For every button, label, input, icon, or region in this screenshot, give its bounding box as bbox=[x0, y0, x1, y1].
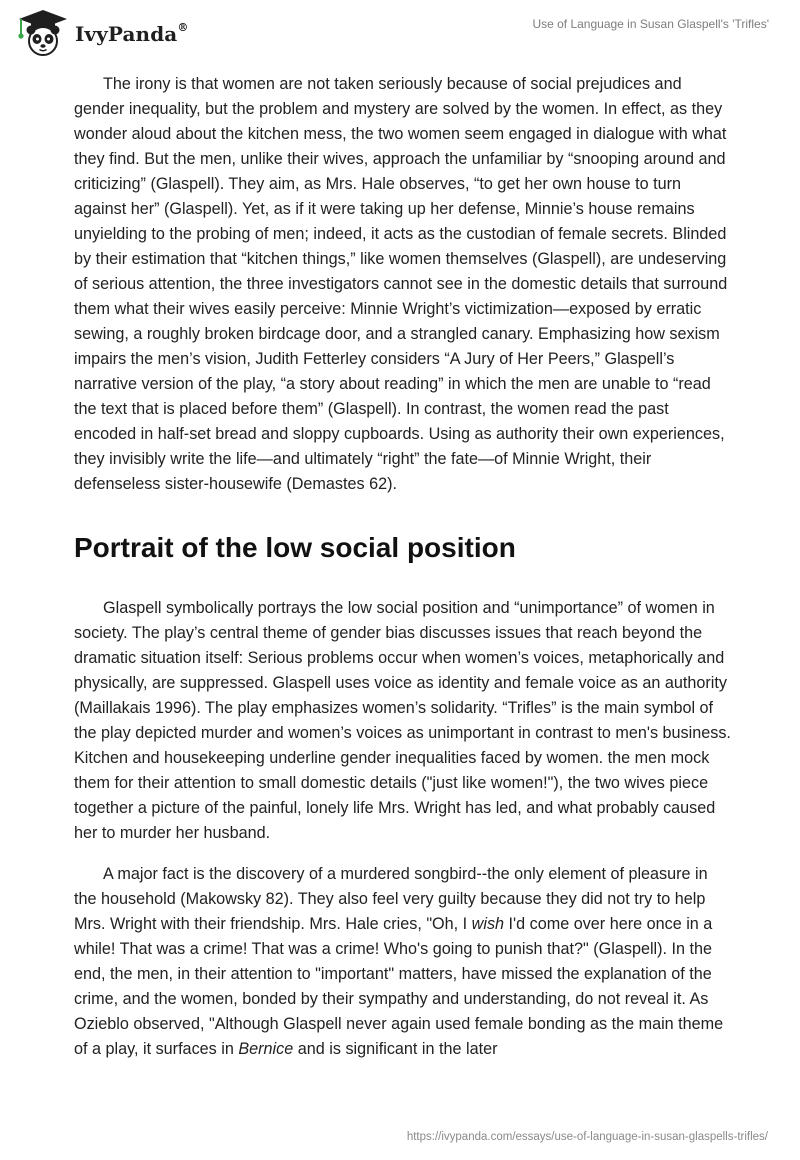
document-title: Use of Language in Susan Glaspell's 'Trifles' bbox=[532, 17, 769, 31]
brand-name: IvyPanda® bbox=[75, 21, 189, 46]
source-url[interactable]: https://ivypanda.com/essays/use-of-language-in-susan-glaspells-trifles/ bbox=[406, 1131, 768, 1143]
brand-logo[interactable] bbox=[15, 8, 188, 58]
paragraph: A major fact is the discovery of a murdered songbird--the only element of pleasure in the household (Makowsky 82). They also feel very guilty because they did not try to help Mrs. Wright with their friendship. Mrs. Hale cries, "Oh, I wish I'd come over here once in a while! That was a crime! That was a crime! Who's going to punish that?" (Glaspell). In the end, the men, in their attention to "important" matters, have missed the explanation of the crime, and the women, bonded by their sympathy and understanding, do not reveal it. As Ozieblo observed, "Although Glaspell never again used female bonding as the main theme of a play, it surfaces in Bernice and is significant in the later bbox=[74, 865, 724, 1058]
page-header bbox=[0, 0, 800, 70]
paragraph: Glaspell symbolically portrays the low social position and “unimportance” of women in society. The play’s central theme of gender bias discusses issues that reach beyond the dramatic situation itself: Serious problems occur when women’s voices, metaphorically and physically, are suppressed. Glaspell uses voice as identity and female voice as an authority (Maillakais 1996). The play emphasizes women’s solidarity. “Trifles” is the main symbol of the play depicted murder and women’s voices as unimportant in contrast to men's business. Kitchen and housekeeping underline gender inequalities faced by women. the men mock them for their attention to small domestic details ("just like women!"), the two wives piece together a picture of the painful, lonely life Mrs. Wright has led, and what probably caused her to murder her husband. bbox=[74, 599, 731, 842]
paragraph: The irony is that women are not taken seriously because of social prejudices and gender inequality, but the problem and mystery are solved by the women. In effect, as they wonder aloud about the kitchen mess, the two women seem engaged in dialogue with what they find. But the men, unlike their wives, approach the unfamiliar by “snooping around and criticizing” (Glaspell). They aim, as Mrs. Hale observes, “to get her own house to turn against her” (Glaspell). Yet, as if it were taking up her defense, Minnie’s house remains unyielding to the probing of men; indeed, it acts as the custodian of female secrets. Blinded by their estimation that “kitchen things,” like women themselves (Glaspell), are undeserving of serious attention, the three investigators cannot see in the domestic details that surround them what their wives easily perceive: Minnie Wright’s victimization—exposed by erratic sewing, a roughly broken birdcage door, and a strangled canary. Emphasizing how sexism impairs the men’s vision, Judith Fetterley considers “A Jury of Her Peers,” Glaspell’s narrative version of the play, “a story about reading” in which the men are unable to “read the text that is placed before them” (Glaspell). In contrast, the women read the past encoded in half-set bread and sloppy cupboards. Using as authority their own experiences, they invisibly write the life—and ultimately “right” the fate—of Minnie Wright, their defenseless sister-housewife (Demastes 62). bbox=[74, 75, 728, 493]
essay-content bbox=[74, 72, 734, 1078]
emphasis-text: wish bbox=[471, 915, 505, 933]
section-heading: Portrait of the low social position bbox=[74, 532, 516, 563]
panda-graduate-logo-icon bbox=[15, 8, 71, 58]
emphasis-text: Bernice bbox=[238, 1040, 294, 1058]
